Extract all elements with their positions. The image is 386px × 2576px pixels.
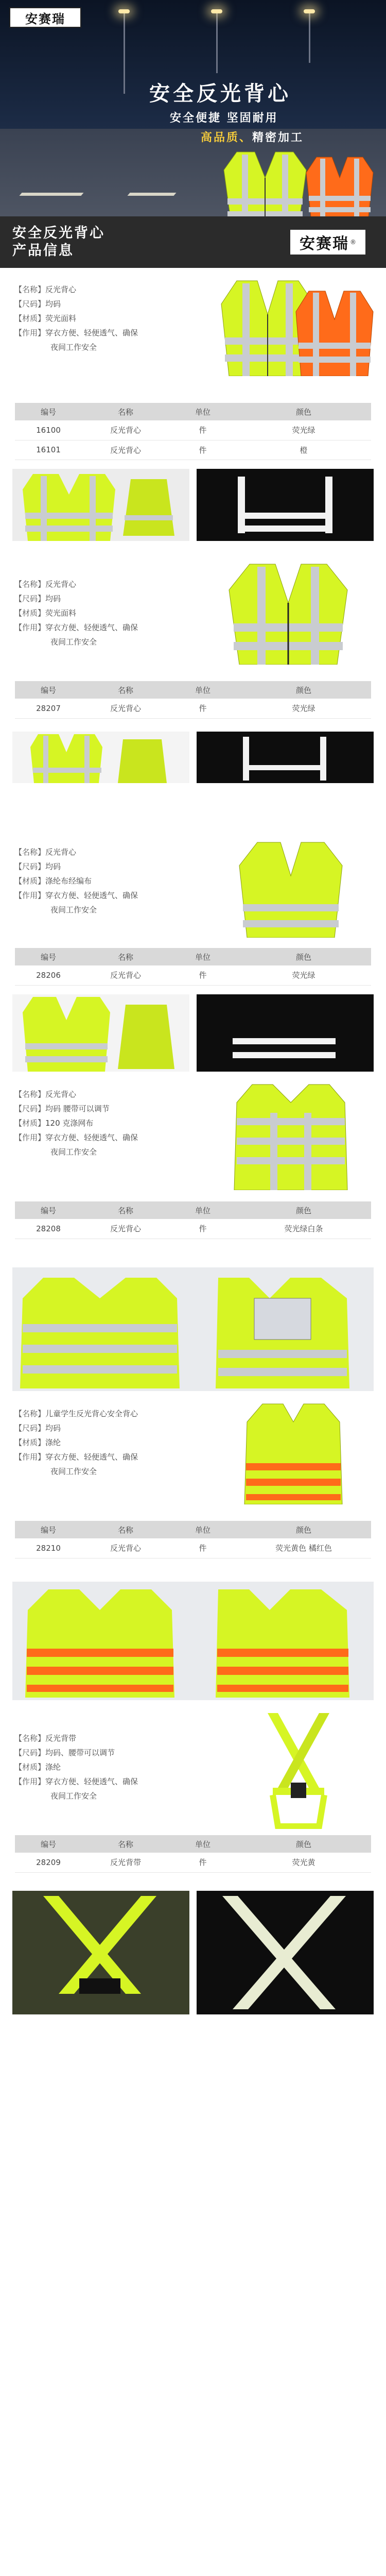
banner-title: 安全反光背心 [12, 225, 105, 241]
brand-logo: 安赛瑞 ® [290, 230, 365, 255]
product-block [0, 268, 386, 546]
product-info-banner [0, 216, 386, 268]
hero-title: 安全反光背心 [149, 82, 291, 106]
table-row: 16101 反光背心 件 橙 [15, 440, 371, 460]
vest-front-photo [12, 994, 189, 1072]
child-vest-photos [12, 1582, 374, 1700]
street-lamp [124, 11, 125, 94]
product-block [0, 1391, 386, 1700]
spec-list: 【名称】反光背带 【尺码】均码、腰带可以调节 【材质】涤纶 【作用】穿衣方便、轻便透气、确保 夜间工作安全 [14, 1734, 138, 1801]
spec-list: 【名称】反光背心 【尺码】均码 【材质】涤纶布经编布 【作用】穿衣方便、轻便透气、确保 夜间工作安全 [14, 848, 138, 914]
table-row: 28206 反光背心 件 荧光绿 [15, 965, 371, 985]
product-block [0, 783, 386, 1072]
street-lamp [216, 11, 218, 73]
product-block [0, 1072, 386, 1391]
product-table: 编号 名称 单位 颜色 16100 反光背心 件 荧光绿 16101 反光背心 件 橙 [15, 403, 371, 460]
table-row: 28207 反光背心 件 荧光绿 [15, 699, 371, 718]
product-table: 编号 名称 单位 颜色 28206 反光背心 件 荧光绿 [15, 948, 371, 986]
product-table: 编号 名称 单位 颜色 28208 反光背心 件 荧光绿白条 [15, 1201, 371, 1239]
product-block [0, 1700, 386, 2014]
vest-orange-image [304, 155, 376, 216]
brand-logo: 安赛瑞 [9, 7, 81, 28]
vest-orange-image [293, 289, 376, 376]
vest-reflective-photo [197, 469, 374, 541]
table-row: 28209 反光背带 件 荧光黄 [15, 1853, 371, 1872]
vest-mesh-photos [12, 1267, 374, 1391]
reflective-belt-image [257, 1710, 340, 1829]
table-row: 28208 反光背心 件 荧光绿白条 [15, 1219, 371, 1239]
table-row: 16100 反光背心 件 荧光绿 [15, 420, 371, 440]
street-lamp [309, 11, 310, 63]
spec-list: 【名称】反光背心 【尺码】均码 【材质】荧光面料 【作用】穿衣方便、轻便透气、确保 夜间工作安全 [14, 285, 138, 352]
vest-reflective-photo [197, 994, 374, 1072]
belt-day-photo [12, 1891, 189, 2014]
banner-subtitle: 产品信息 [12, 243, 74, 259]
belt-night-photo [197, 1891, 374, 2014]
hero-slogan: 安全便捷 坚固耐用 [170, 112, 278, 125]
spec-list: 【名称】反光背心 【尺码】均码 腰带可以调节 【材质】120 克涤网布 【作用】穿衣方便、轻便透气、确保 夜间工作安全 [14, 1090, 138, 1157]
hero-slogan-quality: 高品质、精密加工 [201, 131, 304, 144]
spec-list: 【名称】反光背心 【尺码】均码 【材质】荧光面料 【作用】穿衣方便、轻便透气、确保 夜间工作安全 [14, 580, 138, 647]
hero-banner [0, 0, 386, 216]
product-table: 编号 名称 单位 颜色 28210 反光背心 件 荧光黄色 橘红色 [15, 1521, 371, 1558]
vest-reflective-photo [197, 732, 374, 783]
child-vest-image [242, 1401, 345, 1504]
vest-front-photo [12, 732, 189, 783]
vest-mesh-image [232, 1082, 350, 1190]
vest-green-image [226, 562, 350, 665]
product-table: 编号 名称 单位 颜色 28207 反光背心 件 荧光绿 [15, 681, 371, 719]
table-row: 28210 反光背心 件 荧光黄色 橘红色 [15, 1538, 371, 1558]
spec-list: 【名称】儿童学生反光背心安全背心 【尺码】均码 【材质】涤纶 【作用】穿衣方便、轻便透气、确保 夜间工作安全 [14, 1409, 138, 1476]
vest-green-image [237, 840, 345, 938]
vest-front-photo [12, 469, 189, 541]
product-block [0, 546, 386, 783]
product-table: 编号 名称 单位 颜色 28209 反光背带 件 荧光黄 [15, 1835, 371, 1873]
vest-green-image [221, 149, 309, 216]
